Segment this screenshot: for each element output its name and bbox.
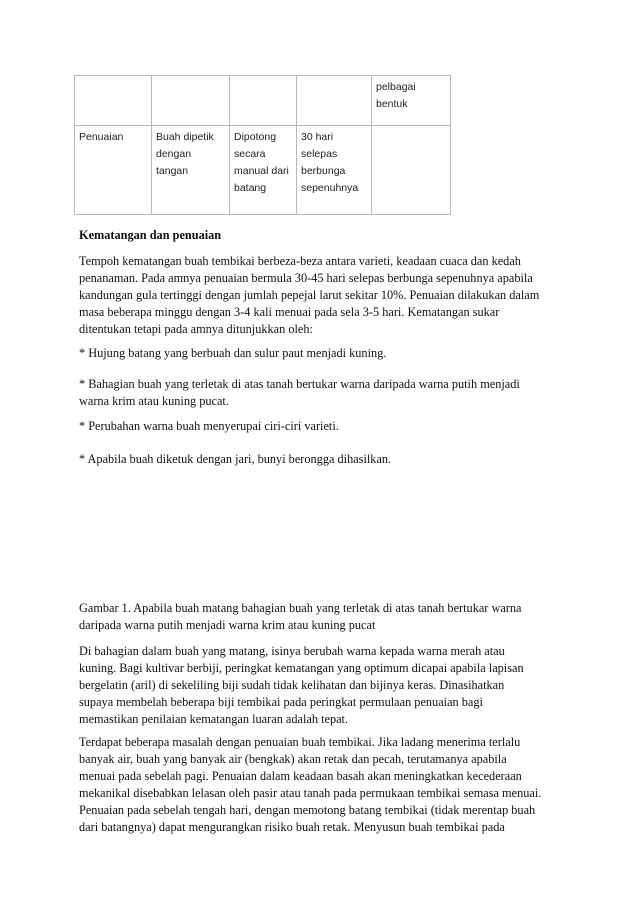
- figure-caption: [79, 600, 564, 634]
- text-line: Penuaian pada sebelah tengah hari, dengan memotong batang tembikai (tidak merentap buah: [79, 803, 536, 817]
- bullet-item: [79, 376, 564, 410]
- text-line: daripada warna putih menjadi warna krim atau kuning pucat: [79, 618, 376, 632]
- table-row: [75, 76, 451, 126]
- table-cell: Dipotong secara manual dari batang: [230, 126, 297, 215]
- table-cell: Buah dipetik dengan tangan: [152, 126, 230, 215]
- paragraph-maturity: [79, 253, 564, 338]
- text-line: Gambar 1. Apabila buah matang bahagian buah yang terletak di atas tanah bertukar warna: [79, 601, 522, 615]
- text-line: * Bahagian buah yang terletak di atas tanah bertukar warna daripada warna putih menjadi: [79, 377, 520, 391]
- text-line: * Apabila buah diketuk dengan jari, bunyi berongga dihasilkan.: [79, 452, 392, 466]
- text-line: masa beberapa minggu dengan 3-4 kali menuai pada sela 3-5 hari. Kematangan sukar: [79, 305, 500, 319]
- text-line: penanaman. Pada amnya penuaian bermula 30-45 hari selepas berbunga sepenuhnya apabila: [79, 271, 533, 285]
- table-cell: 30 hari selepas berbunga sepenuhnya: [297, 126, 372, 215]
- table-cell: Penuaian: [75, 126, 152, 215]
- text-line: Terdapat beberapa masalah dengan penuaian buah tembikai. Jika ladang menerima terlalu: [79, 735, 521, 749]
- paragraph-harvest-problems: [79, 734, 564, 836]
- text-line: Tempoh kematangan buah tembikai berbeza-beza antara varieti, keadaan cuaca dan kedah: [79, 254, 521, 268]
- text-line: menuai pada sebelah pagi. Penuaian dalam keadaan basah akan meningkatkan kecederaan: [79, 769, 522, 783]
- table-cell: [152, 76, 230, 126]
- text-line: * Perubahan warna buah menyerupai ciri-ciri varieti.: [79, 419, 339, 433]
- table-cell: [75, 76, 152, 126]
- text-line: supaya membelah beberapa biji tembikai pada peringkat permulaan penuaian bagi: [79, 695, 483, 709]
- figure-placeholder: [79, 485, 564, 585]
- text-line: ditentukan tetapi pada amnya ditunjukkan oleh:: [79, 322, 313, 336]
- text-line: Di bahagian dalam buah yang matang, isinya berubah warna kepada warna merah atau: [79, 644, 505, 658]
- text-line: dari batangnya) dapat mengurangkan risiko buah retak. Menyusun buah tembikai pada: [79, 820, 505, 834]
- bullet-item: [79, 451, 564, 468]
- paragraph-inner-flesh: [79, 643, 564, 728]
- text-line: * Hujung batang yang berbuah dan sulur paut menjadi kuning.: [79, 346, 387, 360]
- text-line: kandungan gula tertinggi dengan jumlah pepejal larut sekitar 10%. Penuaian dilakukan dalam: [79, 288, 540, 302]
- text-line: bergelatin (aril) di sekeliling biji sudah tidak kelihatan dan bijinya keras. Dinasihatkan: [79, 678, 505, 692]
- text-line: mekanikal disebabkan lelasan oleh pasir atau tanah pada permukaan tembikai semasa menuai.: [79, 786, 542, 800]
- text-line: memastikan penilaian kematangan luaran adalah tepat.: [79, 712, 349, 726]
- table-cell: pelbagai bentuk: [372, 76, 451, 126]
- bullet-item: [79, 418, 564, 435]
- table-cell: [297, 76, 372, 126]
- table-row: [75, 126, 451, 215]
- text-line: kuning. Bagi kultivar berbiji, peringkat kematangan yang optimum dicapai apabila lapisan: [79, 661, 524, 675]
- text-line: banyak air, buah yang banyak air (bengkak) akan retak dan pecah, terutamanya apabila: [79, 752, 507, 766]
- bullet-item: [79, 345, 564, 362]
- table-cell: [372, 126, 451, 215]
- section-heading: Kematangan dan penuaian: [79, 228, 222, 242]
- table-cell: [230, 76, 297, 126]
- text-line: warna krim atau kuning pucat.: [79, 394, 229, 408]
- harvest-table: [74, 75, 451, 215]
